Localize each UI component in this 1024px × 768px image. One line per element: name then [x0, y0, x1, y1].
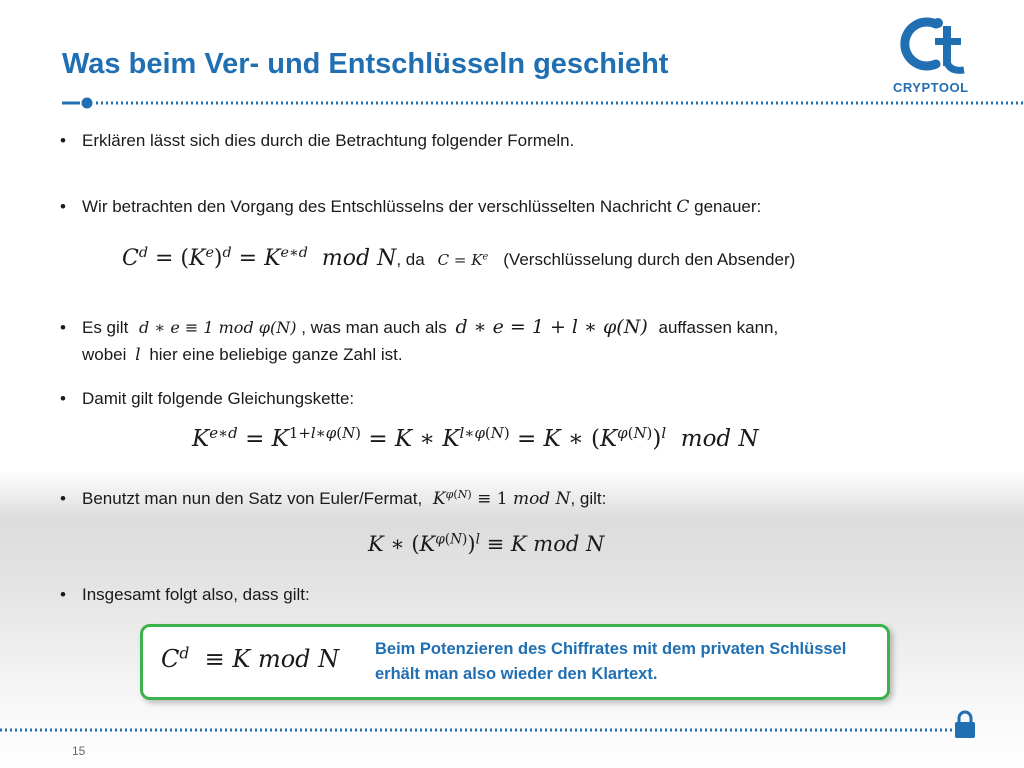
bullet-2-text: Wir betrachten den Vorgang des Entschlüsselns der verschlüsselten Nachricht	[82, 197, 672, 216]
page-title: Was beim Ver- und Entschlüsseln geschieht	[62, 48, 669, 80]
bullet-3: • Es gilt d ∗ e ≡ 1 mod φ(N) , was man auch als d ∗ e = 1 + l ∗ φ(N) auffassen kann,	[60, 316, 779, 338]
bullet-2: • Wir betrachten den Vorgang des Entschlüsselns der verschlüsselten Nachricht C genauer:	[60, 197, 762, 217]
bullet-3-formula-1: d ∗ e ≡ 1 mod φ(N)	[139, 318, 297, 337]
title-divider	[62, 96, 1024, 110]
bullet-6-text: Insgesamt folgt also, dass gilt:	[82, 585, 310, 604]
bullet-3-mid: , was man auch als	[301, 318, 447, 337]
bullet-3-start: Es gilt	[82, 318, 129, 337]
bullet-2-end: genauer:	[694, 197, 762, 216]
lock-icon	[952, 710, 978, 740]
formula-decryption: $C^d = (K^e)^d = K^{e∗d}$ mod N, da $C = K^e$ (Verschlüsselung durch den Absender)	[122, 245, 796, 271]
footer-divider	[0, 724, 960, 736]
bullet-6: • Insgesamt folgt also, dass gilt:	[60, 585, 310, 604]
cryptool-logo	[888, 8, 978, 98]
bullet-5-end: , gilt:	[570, 489, 607, 508]
formula-chain: $K^{e∗d} = K^{1+l∗\varphi(N)} = K$ ∗ $K^{l∗\varphi(N)} = K$ ∗ $(K^{\varphi(N)})^l$ mod N	[192, 423, 759, 452]
bullet-3-line-2	[82, 342, 403, 368]
bullet-1: • Erklären lässt sich dies durch die Betrachtung folgender Formeln.	[60, 131, 575, 150]
result-text: Beim Potenzieren des Chiffrates mit dem privaten Schlüssel erhält man also wieder den Klartext.	[375, 640, 847, 683]
page-number: 15	[72, 744, 86, 758]
bullet-5-formula: $K^{\varphi(N)} \equiv 1$ mod N	[432, 487, 571, 509]
bullet-5: • Benutzt man nun den Satz von Euler/Fermat, $K^{\varphi(N)} \equiv 1$ mod N, gilt:	[60, 487, 607, 509]
bullet-5-start: Benutzt man nun den Satz von Euler/Fermat,	[82, 489, 423, 508]
logo-text: CRYPTOOL	[893, 80, 969, 95]
bullet-4-text: Damit gilt folgende Gleichungskette:	[82, 389, 355, 408]
result-formula: $C^d \equiv K$ mod N	[161, 644, 340, 673]
formula-1-suffix: , da	[396, 250, 425, 269]
bullet-1-text: Erklären lässt sich dies durch die Betrachtung folgender Formeln.	[82, 131, 575, 150]
bullet-3-line-2-end: hier eine beliebige ganze Zahl ist.	[149, 345, 403, 364]
bullet-3-formula-2: d ∗ e = 1 + l ∗ φ(N)	[455, 316, 648, 338]
bullet-3-line-2-start: wobei	[82, 345, 127, 364]
bullet-2-var: C	[676, 197, 690, 217]
result-box	[140, 624, 890, 700]
formula-euler: K ∗ $(K^{\varphi(N)})^l \equiv K$ mod N	[368, 531, 605, 556]
bullet-3-end: auffassen kann,	[658, 318, 779, 337]
bullet-3-line-2-var: l	[135, 345, 141, 365]
bullet-4: • Damit gilt folgende Gleichungskette:	[60, 389, 355, 408]
formula-1-note: (Verschlüsselung durch den Absender)	[503, 250, 796, 269]
